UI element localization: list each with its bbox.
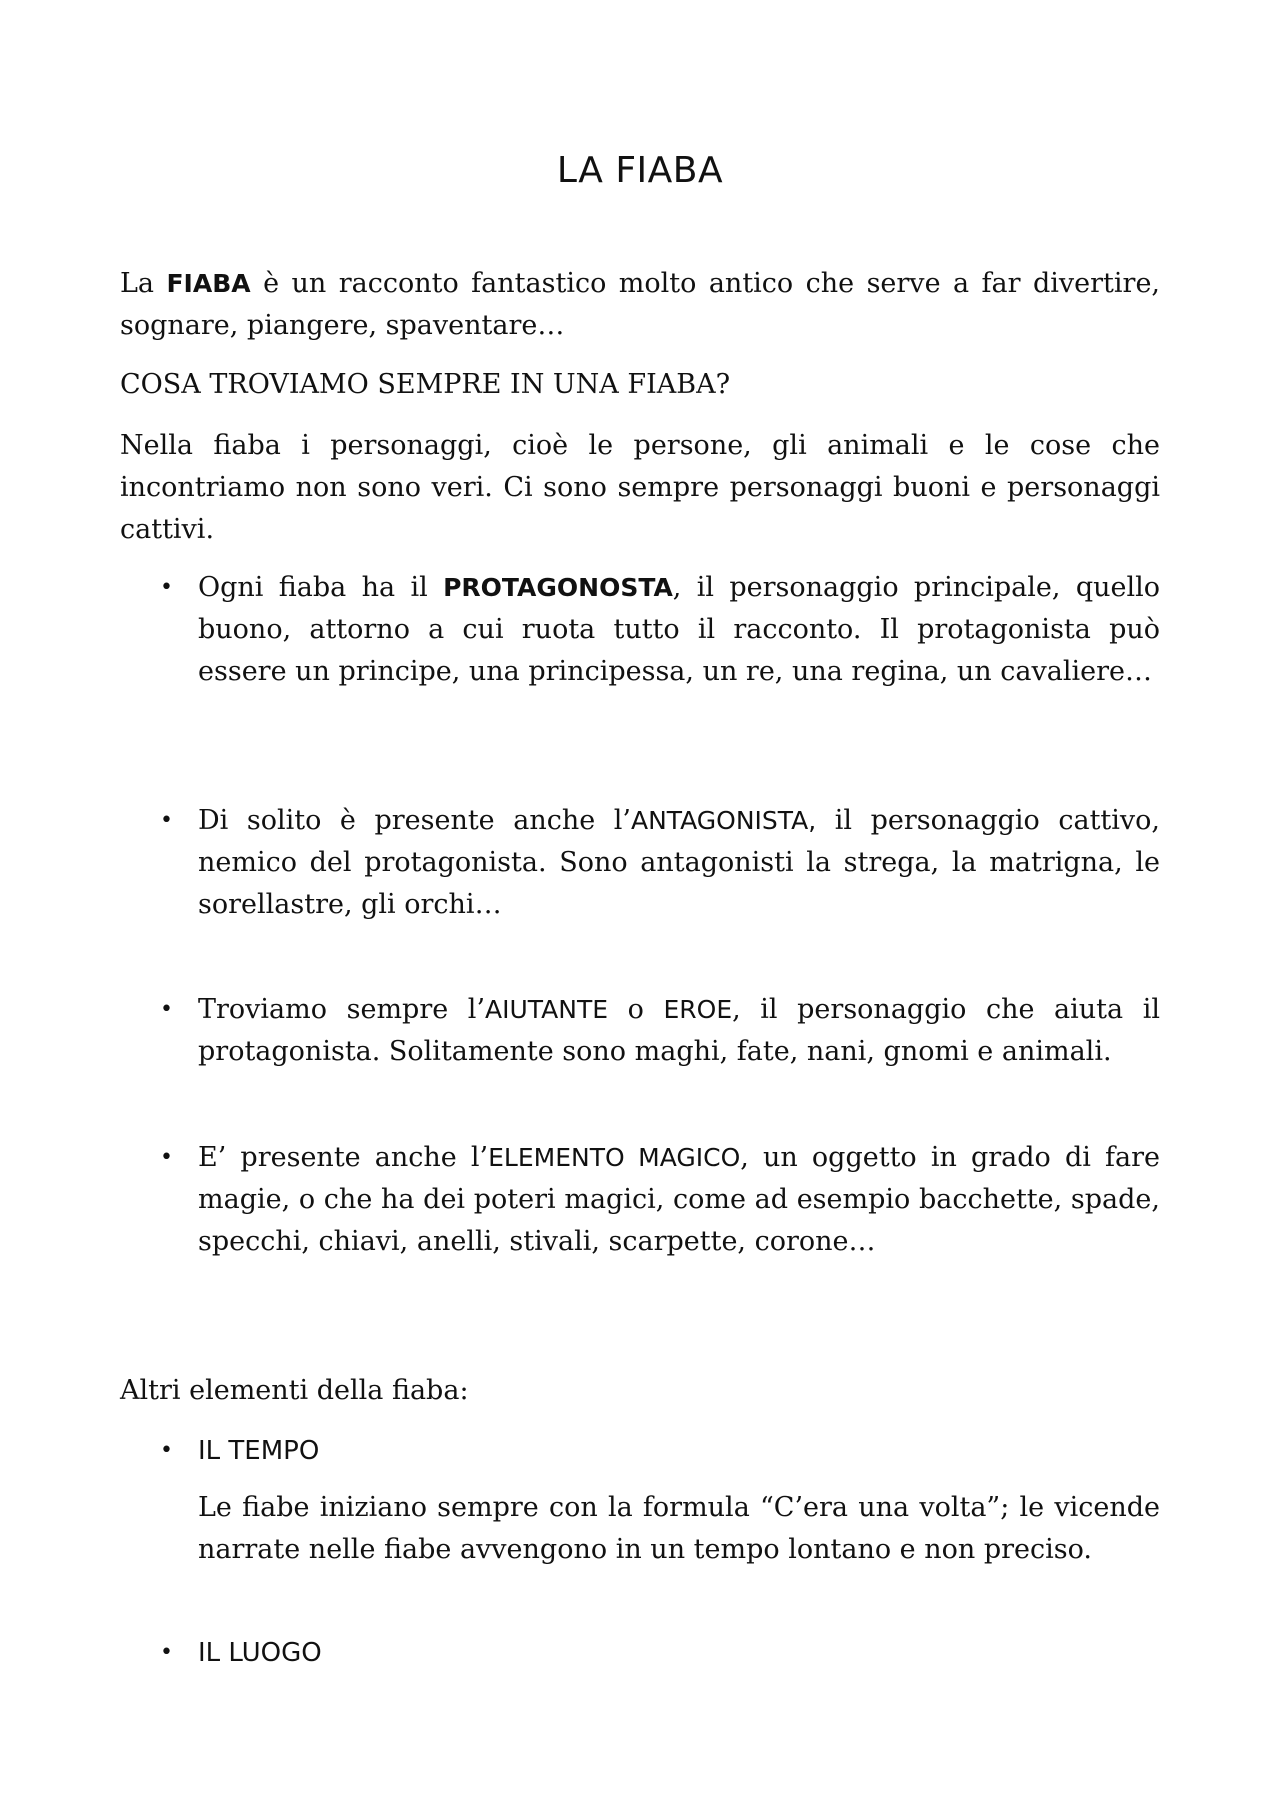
intro-pre: La [120,268,167,299]
bullet-dot-elemento: • [160,1145,173,1170]
aiutante-keyword: AIUTANTE [485,995,609,1024]
intro-keyword: FIABA [166,269,251,298]
bullet-protagonista [198,567,1160,693]
elemento-pre: E’ presente anche l’ [198,1142,489,1173]
other-elements-heading: Altri elementi della fiaba: [120,1375,469,1406]
intro-paragraph [120,263,1160,347]
antagonista-post: il personaggio cattivo, nemico del protagonista. Sono antagonisti la strega, la matrigna, le sorellastre, gli orchi… [198,805,1161,920]
intro-post: è un racconto fantastico molto antico che serve a far divertire, sognare, piangere, spaventare… [120,268,1160,341]
bullet-dot-luogo: • [160,1640,173,1665]
elemento-post: , un oggetto in grado di fare magie, o che ha dei poteri magici, come ad esempio bacchette, spade, specchi, chiavi, anelli, stivali, scarpette, corone… [198,1142,1160,1257]
question-heading: COSA TROVIAMO SEMPRE IN UNA FIABA? [120,369,731,400]
eroe-keyword: EROE [663,995,733,1024]
aiutante-mid: o [608,994,664,1025]
bullet-dot-antagonista: • [160,808,173,833]
tempo-label: IL TEMPO [198,1436,320,1466]
page-title: LA FIABA [556,150,724,191]
bullet-aiutante [198,989,1160,1073]
protagonista-keyword: PROTAGONOSTA [443,573,673,602]
antagonista-pre: Di solito è presente anche l’ [198,805,631,836]
protagonista-post: , il personaggio principale, quello buono, attorno a cui ruota tutto il racconto. Il protagonista può essere un principe, una principessa, un re, una regina, un cavaliere… [198,572,1160,687]
bullet-antagonista [198,800,1160,926]
bullet-elemento-magico [198,1137,1160,1263]
aiutante-pre: Troviamo sempre l’ [198,994,486,1025]
aiutante-post: , il personaggio che aiuta il protagonista. Solitamente sono maghi, fate, nani, gnomi e animali. [198,994,1160,1067]
tempo-text: Le fiabe iniziano sempre con la formula “C’era una volta”; le vicende narrate nelle fiabe avvengono in un tempo lontano e non preciso. [198,1492,1160,1565]
bullet-dot-aiutante: • [160,997,173,1022]
bullet-dot-tempo: • [160,1438,173,1463]
luogo-label: IL LUOGO [198,1638,322,1668]
bullet-dot-protagonista: • [160,575,173,600]
antagonista-keyword: ANTAGONISTA, [631,806,817,835]
characters-paragraph: Nella fiaba i personaggi, cioè le persone, gli animali e le cose che incontriamo non sono veri. Ci sono sempre personaggi buoni e personaggi cattivi. [120,430,1160,545]
protagonista-pre: Ogni fiaba ha il [198,572,444,603]
elemento-keyword: ELEMENTO MAGICO [488,1143,741,1172]
